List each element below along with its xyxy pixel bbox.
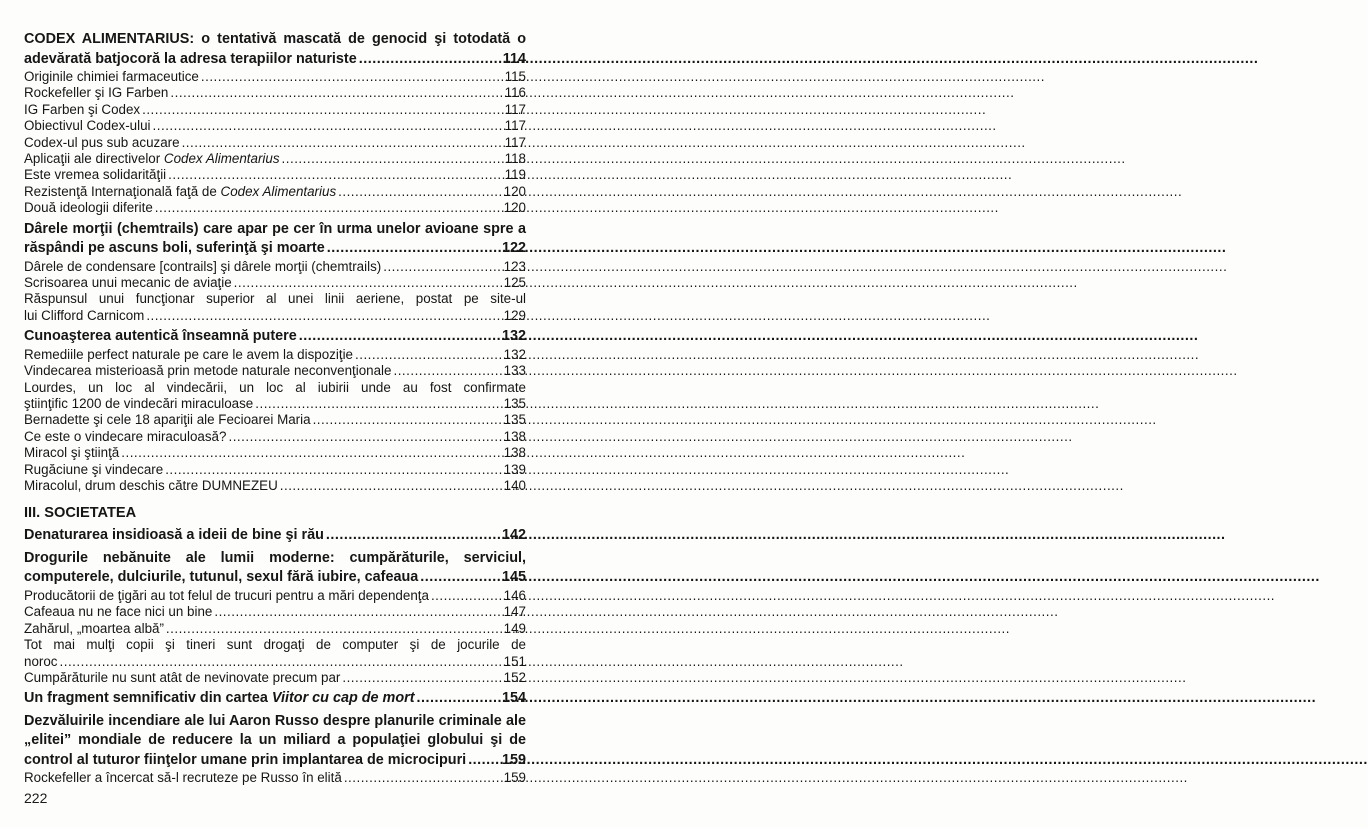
toc-entry[interactable] xyxy=(24,445,526,461)
toc-page-number: 152 xyxy=(503,669,526,685)
toc-entry-title: Cunoaşterea autentică înseamnă putere xyxy=(24,328,297,345)
toc-entry-title: „elitei” mondiale de reducere la un miliard a populaţiei globului şi de xyxy=(24,732,526,749)
toc-page-number: 139 xyxy=(503,461,526,477)
toc-page-number: 135 xyxy=(503,412,526,428)
toc-page-number: 122 xyxy=(501,240,526,257)
toc-page-number: 120 xyxy=(503,183,526,199)
toc-entry[interactable] xyxy=(24,429,526,445)
leader-dots xyxy=(338,184,502,200)
toc-entry-title: Dârele morţii (chemtrails) care apar pe cer în urma unelor avioane spre a xyxy=(24,220,526,237)
page-number: 222 xyxy=(24,790,48,806)
toc-entry[interactable] xyxy=(24,135,526,151)
leader-dots xyxy=(327,239,500,259)
leader-dots xyxy=(60,654,502,670)
toc-entry-title: Dârele de condensare [contrails] şi dârele morţii (chemtrails) xyxy=(24,258,382,274)
toc-entry-title: Bernadette şi cele 18 apariţii ale Fecioarei Maria xyxy=(24,412,311,428)
leader-dots xyxy=(468,751,500,771)
toc-entry[interactable] xyxy=(24,259,526,275)
toc-entry[interactable] xyxy=(24,770,526,786)
toc-page-number: 159 xyxy=(501,751,526,768)
toc-entry-title: Răspunsul unui funcţionar superior al unei linii aeriene, postat pe site-ul xyxy=(24,291,526,307)
toc-entry-title: Codex-ul pus sub acuzare xyxy=(24,134,180,150)
leader-dots xyxy=(121,445,501,461)
toc-page-number: 132 xyxy=(501,328,526,345)
toc-entry[interactable] xyxy=(24,118,526,134)
toc-page-number: 142 xyxy=(501,527,526,544)
toc-page-number: 146 xyxy=(503,587,526,603)
toc-entry-title: Cumpărăturile nu sunt atât de nevinovate precum par xyxy=(24,669,341,685)
toc-entry[interactable] xyxy=(24,275,526,291)
toc-entry-title: ştiinţific 1200 de vindecări miraculoase xyxy=(24,396,254,411)
leader-dots xyxy=(313,412,502,428)
toc-entry-title: Rockefeller şi IG Farben xyxy=(24,85,169,101)
toc-entry-title: Cafeaua nu ne face nici un bine xyxy=(24,604,213,620)
toc-entry[interactable] xyxy=(24,102,526,118)
leader-dots xyxy=(182,135,503,151)
leader-dots xyxy=(355,347,502,363)
toc-page-number: 117 xyxy=(504,134,526,150)
leader-dots xyxy=(255,396,501,412)
leader-dots xyxy=(326,526,500,546)
toc-entry-title: Miracolul, drum deschis către DUMNEZEU xyxy=(24,478,278,494)
toc-page-number: 133 xyxy=(503,363,526,379)
toc-entry[interactable] xyxy=(24,462,526,478)
toc-entry[interactable] xyxy=(24,604,526,620)
leader-dots xyxy=(359,50,501,70)
toc-entry-title: Producătorii de ţigări au tot felul de trucuri pentru a mări dependenţa xyxy=(24,587,429,603)
leader-dots xyxy=(168,167,502,183)
toc-entry-title: CODEX ALIMENTARIUS: o tentativă mascată de genocid şi totodată o xyxy=(24,31,526,47)
toc-entry[interactable] xyxy=(24,151,526,167)
leader-dots xyxy=(393,363,501,379)
leader-dots xyxy=(146,308,501,324)
toc-page-number: 123 xyxy=(503,258,526,274)
leader-dots xyxy=(214,604,501,620)
table-of-contents xyxy=(24,30,526,787)
book-page xyxy=(0,0,539,828)
toc-entry[interactable] xyxy=(24,184,526,200)
toc-entry-title: computerele, dulciurile, tutunul, sexul fără iubire, cafeaua xyxy=(24,569,419,586)
toc-entry-title: Remediile perfect naturale pe care le avem la dispoziţie xyxy=(24,346,353,362)
toc-page-number: 145 xyxy=(501,569,526,586)
toc-entry-title: Rugăciune şi vindecare xyxy=(24,461,164,477)
toc-entry-title: Lourdes, un loc al vindecării, un loc al iubirii unde au fost confirmate xyxy=(24,379,526,395)
toc-entry[interactable] xyxy=(24,347,526,363)
toc-entry[interactable] xyxy=(24,670,526,686)
toc-entry[interactable] xyxy=(24,167,526,183)
leader-dots xyxy=(420,568,500,588)
toc-entry-title: Scrisoarea unui mecanic de aviaţie xyxy=(24,275,232,291)
toc-entry-title: Rockefeller a încercat să-l recruteze pe Russo în elită xyxy=(24,770,342,786)
leader-dots xyxy=(417,689,500,709)
toc-entry[interactable] xyxy=(24,637,526,670)
toc-entry-title: lui Clifford Carnicom xyxy=(24,307,145,323)
toc-entry-title: Miracol şi ştiinţă xyxy=(24,445,120,461)
toc-entry[interactable] xyxy=(24,478,526,494)
leader-dots xyxy=(153,118,503,134)
toc-page-number: 118 xyxy=(504,151,526,167)
toc-page-number: 147 xyxy=(503,604,526,620)
toc-entry-title: Vindecarea misterioasă prin metode naturale neconvenţionale xyxy=(24,363,392,379)
toc-page-number: 138 xyxy=(503,445,526,461)
toc-entry-title: Drogurile nebănuite ale lumii moderne: cumpărăturile, serviciul, xyxy=(24,549,526,566)
toc-entry-title: Aplicaţii ale directivelor Codex Alimentarius xyxy=(24,151,280,167)
toc-entry[interactable] xyxy=(24,549,526,588)
toc-entry[interactable] xyxy=(24,85,526,101)
toc-entry[interactable] xyxy=(24,526,526,546)
toc-entry[interactable] xyxy=(24,621,526,637)
leader-dots xyxy=(165,462,501,478)
toc-page-number: 135 xyxy=(503,396,526,411)
toc-page-number: 119 xyxy=(504,167,526,183)
toc-page-number: 117 xyxy=(504,118,526,134)
leader-dots xyxy=(166,621,502,637)
toc-entry-title: IG Farben şi Codex xyxy=(24,101,141,117)
toc-entry-title: control al tuturor fiinţelor umane prin implantarea de microcipuri xyxy=(24,751,467,768)
toc-entry[interactable] xyxy=(24,588,526,604)
toc-entry[interactable] xyxy=(24,327,526,347)
leader-dots xyxy=(201,69,503,85)
toc-entry[interactable] xyxy=(24,712,526,771)
toc-page-number: 114 xyxy=(502,50,526,67)
leader-dots xyxy=(170,85,502,101)
toc-entry-title: Un fragment semnificativ din cartea Viitor cu cap de mort xyxy=(24,690,415,707)
toc-entry[interactable] xyxy=(24,363,526,379)
toc-page-number: 140 xyxy=(503,478,526,494)
toc-entry[interactable] xyxy=(24,412,526,428)
leader-dots xyxy=(431,588,502,604)
toc-entry[interactable] xyxy=(24,689,526,709)
leader-dots xyxy=(282,151,503,167)
toc-entry-title: adevărată batjocoră la adresa terapiilor naturiste xyxy=(24,50,357,67)
toc-entry-title: Originile chimiei farmaceutice xyxy=(24,69,199,84)
toc-entry-title: Este vremea solidarităţii xyxy=(24,167,167,183)
toc-entry-title: Obiectivul Codex-ului xyxy=(24,118,151,134)
leader-dots xyxy=(234,275,502,291)
toc-page-number: 115 xyxy=(504,69,526,84)
toc-entry[interactable] xyxy=(24,220,526,259)
leader-dots xyxy=(280,478,502,494)
toc-page-number: 154 xyxy=(501,690,526,707)
leader-dots xyxy=(228,429,501,445)
toc-page-number: 117 xyxy=(504,101,526,117)
toc-entry-title: Două ideologii diferite xyxy=(24,200,153,216)
toc-page-number: 138 xyxy=(503,428,526,444)
toc-entry[interactable] xyxy=(24,200,526,216)
toc-page-number: 159 xyxy=(503,770,526,786)
leader-dots xyxy=(142,102,503,118)
toc-entry-title: Ce este o vindecare miraculoasă? xyxy=(24,428,227,444)
toc-entry[interactable] xyxy=(24,30,526,69)
toc-entry-title: Tot mai mulţi copii şi tineri sunt drogaţi de computer şi de jocurile de xyxy=(24,637,526,653)
toc-entry-title: noroc xyxy=(24,653,58,669)
leader-dots xyxy=(383,259,501,275)
toc-entry[interactable] xyxy=(24,291,526,324)
leader-dots xyxy=(155,200,502,216)
toc-page-number: 120 xyxy=(503,200,526,216)
toc-page-number: 125 xyxy=(503,275,526,291)
toc-entry-title: Rezistenţă Internaţională faţă de Codex Alimentarius xyxy=(24,183,337,199)
section-heading: III. SOCIETATEA xyxy=(24,505,137,522)
toc-page-number: 149 xyxy=(503,620,526,636)
toc-entry-title: Denaturarea insidioasă a ideii de bine şi rău xyxy=(24,527,324,544)
toc-entry-title: Dezvăluirile incendiare ale lui Aaron Russo despre planurile criminale ale xyxy=(24,712,526,729)
toc-entry-title: Zahărul, „moartea albă” xyxy=(24,620,164,636)
toc-page-number: 116 xyxy=(504,85,526,101)
toc-entry-title: răspândi pe ascuns boli, suferinţă şi moarte xyxy=(24,240,325,257)
leader-dots xyxy=(342,670,501,686)
toc-page-number: 129 xyxy=(503,307,526,323)
leader-dots xyxy=(299,327,500,347)
toc-page-number: 151 xyxy=(503,653,526,669)
leader-dots xyxy=(344,770,502,786)
toc-entry[interactable] xyxy=(24,380,526,413)
toc-page-number: 132 xyxy=(503,346,526,362)
toc-entry[interactable] xyxy=(24,69,526,85)
